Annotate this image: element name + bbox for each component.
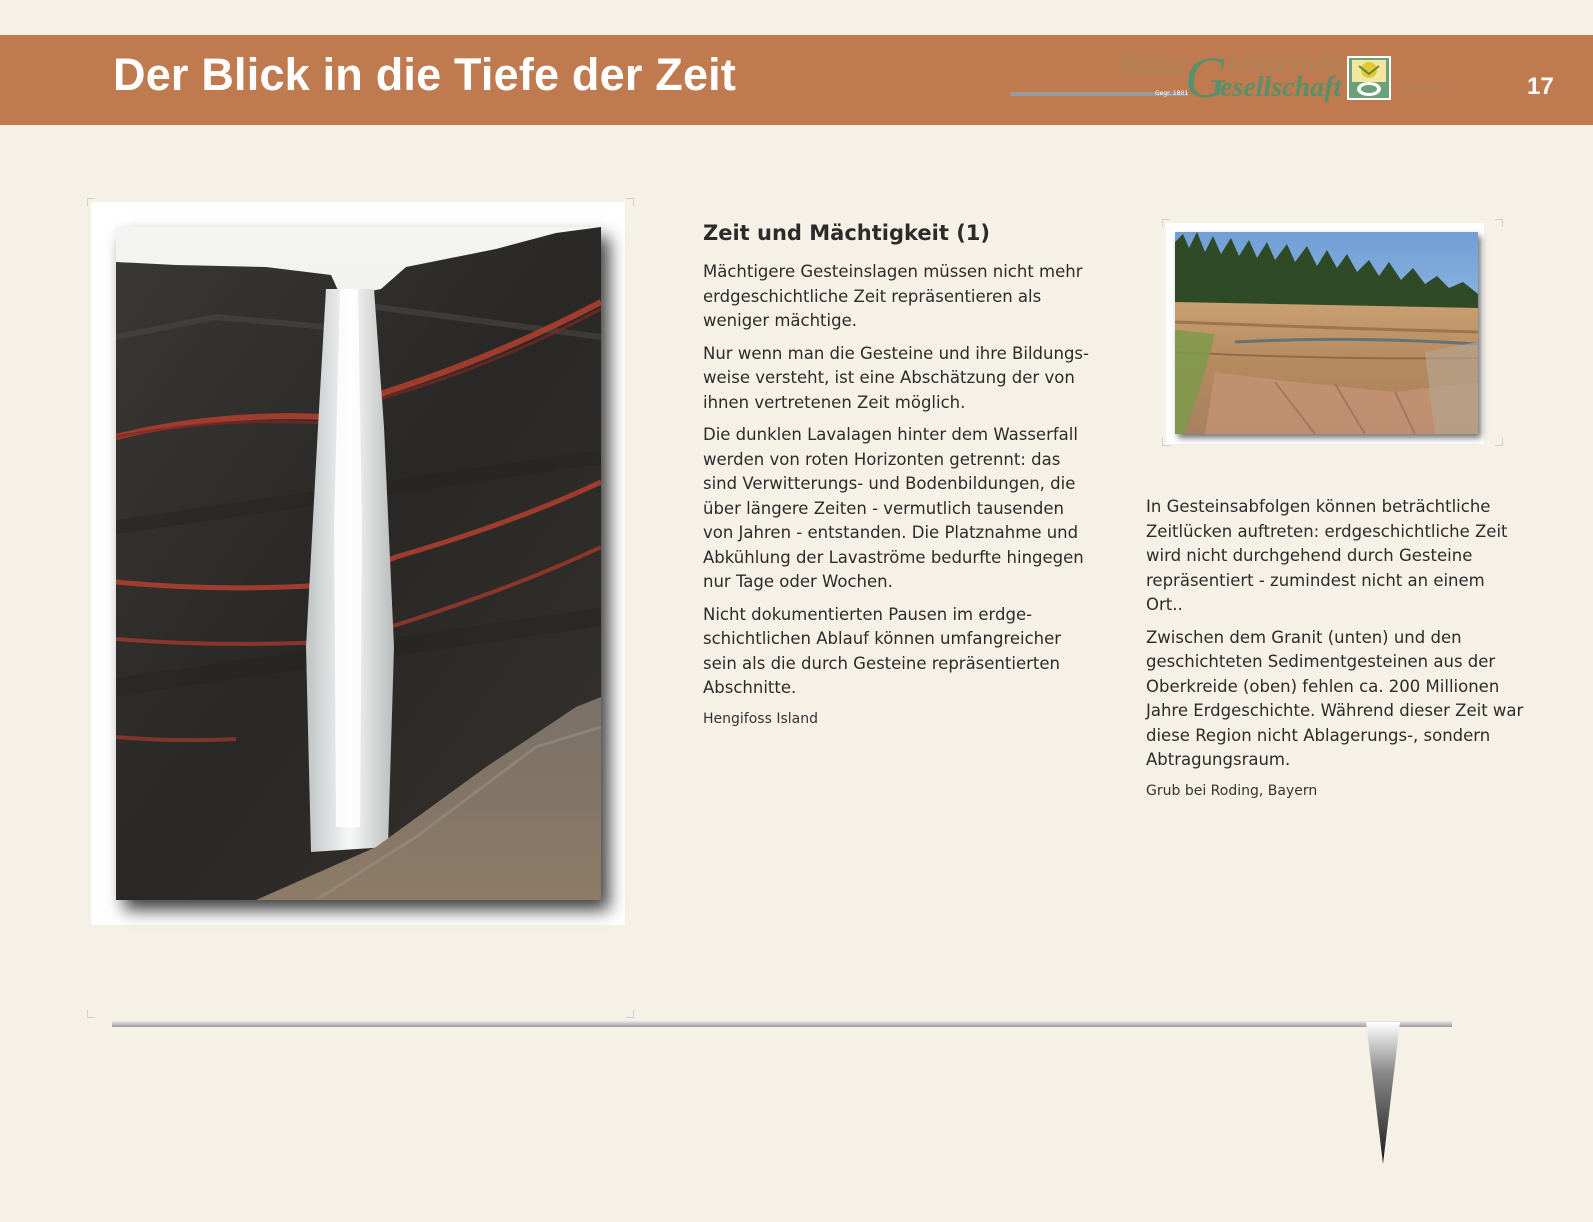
logo-gesellschaft-text: esellschaft xyxy=(1220,72,1342,103)
crop-mark xyxy=(1495,219,1503,227)
crop-mark xyxy=(87,1010,95,1018)
logo-city-text: Nürnberg xyxy=(1401,80,1444,92)
crop-mark xyxy=(87,198,95,206)
crop-mark xyxy=(1495,438,1503,446)
crop-mark xyxy=(1162,219,1170,227)
quarry-photo xyxy=(1175,232,1478,434)
section-heading: Zeit und Mächtigkeit (1) xyxy=(703,221,990,245)
photo-caption-right: Grub bei Roding, Bayern xyxy=(1146,782,1318,799)
paragraph: Die dunklen Lavalagen hinter dem Wasserfall werden von roten Horizonten getrennt: das sind Verwitterungs- und Bodenbildungen, die über längere Zeiten - vermutlich tausenden von Jahren - entstanden. Die Platznahme und Abkühlung der Lavaströme bedurfte hingegen nur Tage oder Wochen. xyxy=(703,425,1084,591)
society-emblem-icon xyxy=(1347,56,1391,100)
logo-historische-text: historische xyxy=(1228,48,1347,78)
photo-caption-left: Hengifoss Island xyxy=(703,710,818,727)
society-logo xyxy=(1010,45,1455,112)
page-number: 17 xyxy=(1527,73,1554,100)
paragraph: In Gesteinsabfolgen können beträchtliche Zeitlücken auftreten: erdgeschichtliche Zeit wird nicht durchgehend durch Gesteine repräsentiert - zumindest nicht an einem Ort.. xyxy=(1146,497,1508,614)
logo-natur-text: Natur xyxy=(1118,48,1189,81)
bottom-divider-line xyxy=(112,1021,1452,1027)
middle-text-column xyxy=(703,218,1093,729)
crop-mark xyxy=(626,198,634,206)
logo-g-letter: G xyxy=(1185,45,1227,110)
crop-mark xyxy=(626,1010,634,1018)
page-title: Der Blick in die Tiefe der Zeit xyxy=(113,49,737,100)
pointer-spike-icon xyxy=(1366,1022,1400,1164)
right-text-column xyxy=(1146,495,1526,801)
paragraph: Nur wenn man die Gesteine und ihre Bildungs-weise versteht, ist eine Abschätzung der von ihnen vertretenen Zeit möglich. xyxy=(703,343,1089,412)
paragraph: Nicht dokumentierten Pausen im erdge-schichtlichen Ablauf können umfangreicher sein als die durch Gesteine repräsentierten Abschnitte. xyxy=(703,604,1062,697)
crop-mark xyxy=(1162,438,1170,446)
paragraph: Zwischen dem Granit (unten) und den geschichteten Sedimentgesteinen aus der Oberkreide (oben) fehlen ca. 200 Millionen Jahre Erdgeschichte. Während dieser Zeit war diese Region nicht Ablagerungs-, sondern Abtragungsraum. xyxy=(1146,627,1524,769)
waterfall-photo xyxy=(116,227,601,900)
paragraph: Mächtigere Gesteinslagen müssen nicht mehr erdgeschichtliche Zeit repräsentieren als weniger mächtige. xyxy=(703,262,1083,330)
logo-founded-text: Gegr. 1801 xyxy=(1155,90,1189,97)
